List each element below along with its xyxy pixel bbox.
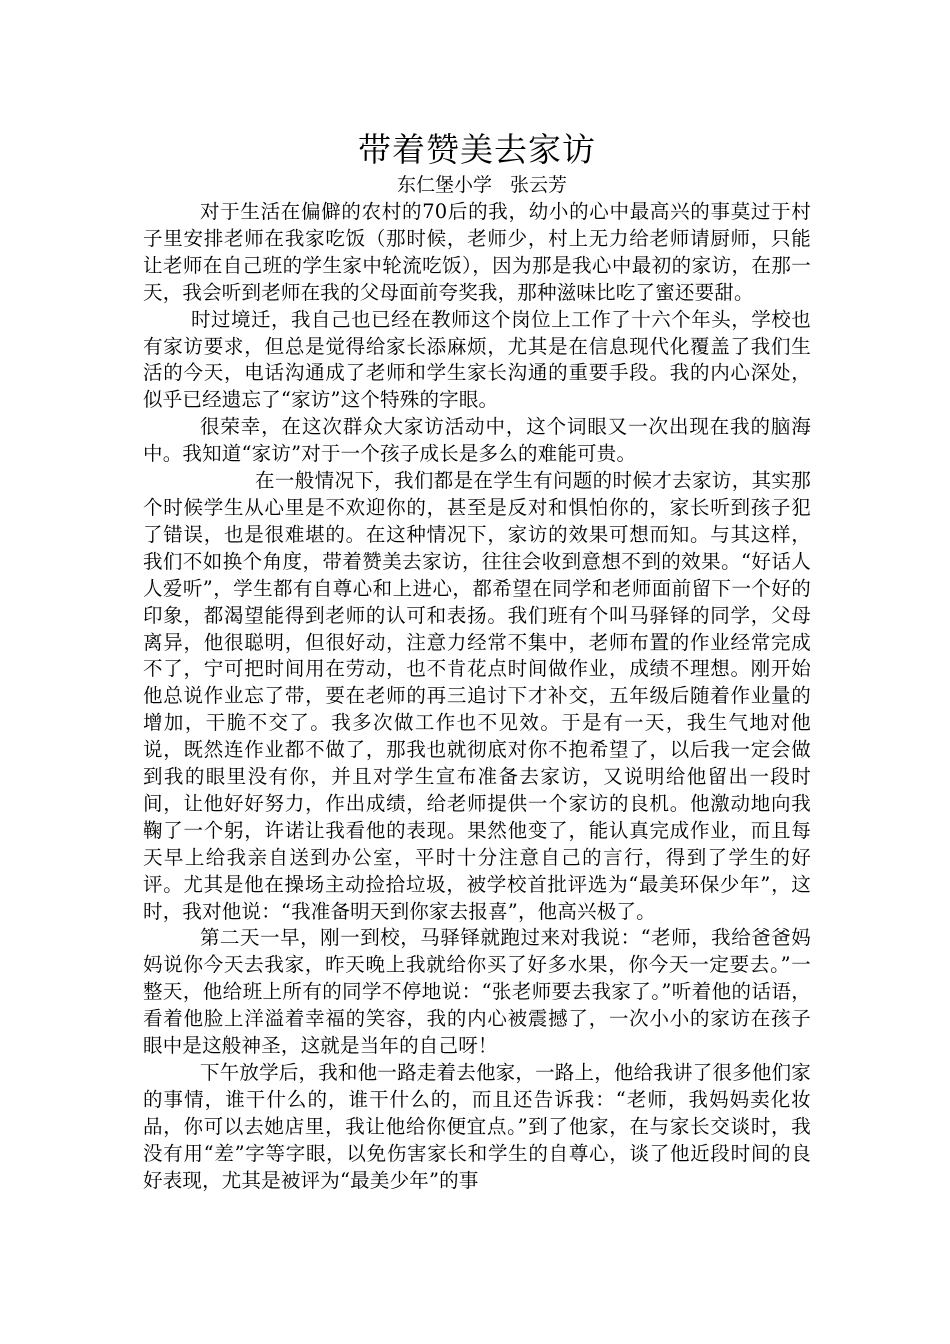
document-page — [143, 128, 811, 1195]
paragraph-3: 很荣幸，在这次群众大家访活动中，这个词眼又一次出现在我的脑海中。我知道“家访”对于一个孩子成长是多么的难能可贵。 — [143, 415, 811, 466]
author-name: 张云芳 — [510, 174, 568, 196]
paragraph-6: 下午放学后，我和他一路走着去他家，一路上，他给我讲了很多他们家的事情，谁干什么的，谁干什么的，而且还告诉我：“老师，我妈妈卖化妆品，你可以去她店里，我让他给你便宜点。”到了他家，在与家长交谈时，我没有用“差”字等字眼，以免伤害家长和学生的自尊心，谈了他近段时间的良好表现，尤其是被评为“最美少年”的事 — [143, 1061, 811, 1192]
school-name: 东仁堡小学 — [396, 174, 492, 196]
page-title: 带着赞美去家访 — [358, 130, 596, 169]
paragraph-2: 时过境迁，我自己也已经在教师这个岗位上工作了十六个年头，学校也有家访要求，但总是觉得给家长添麻烦，尤其是在信息现代化覆盖了我们生活的今天，电话沟通成了老师和学生家长沟通的重要手段。我的内心深处，似乎已经遗忘了“家访”这个特殊的字眼。 — [143, 307, 811, 412]
byline — [143, 172, 811, 199]
paragraph-4: 在一般情况下，我们都是在学生有问题的时候才去家访，其实那个时候学生从心里是不欢迎你的，甚至是反对和惧怕你的，家长听到孩子犯了错误，也是很难堪的。在这种情况下，家访的效果可想而知。与其这样，我们不如换个角度，带着赞美去家访，往往会收到意想不到的效果。“好话人人爱听”，学生都有自尊心和上进心，都希望在同学和老师面前留下一个好的印象，都渴望能得到老师的认可和表扬。我们班有个叫马驿铎的同学，父母离异，他很聪明，但很好动，注意力经常不集中，老师布置的作业经常完成不了，宁可把时间用在劳动，也不肯花点时间做作业，成绩不理想。刚开始他总说作业忘了带，要在老师的再三追讨下才补交，五年级后随着作业量的增加，干脆不交了。我多次做工作也不见效。于是有一天，我生气地对他说，既然连作业都不做了，那我也就彻底对你不抱希望了，以后我一定会做到我的眼里没有你，并且对学生宣布准备去家访，又说明给他留出一段时间，让他好好努力，作出成绩，给老师提供一个家访的良机。他激动地向我鞠了一个躬，许诺让我看他的表现。果然他变了，能认真完成作业，而且每天早上给我亲自送到办公室，平时十分注意自己的言行，得到了学生的好评。尤其是他在操场主动捡拾垃圾，被学校首批评选为“最美环保少年”，这时，我对他说：“我准备明天到你家去报喜”，他高兴极了。 — [143, 469, 811, 923]
paragraph-1: 对于生活在偏僻的农村的70后的我，幼小的心中最高兴的事莫过于村子里安排老师在我家吃饭（那时候，老师少，村上无力给老师请厨师，只能让老师在自己班的学生家中轮流吃饭），因为那是我心中最初的家访，在那一天，我会听到老师在我的父母面前夸奖我，那种滋味比吃了蜜还要甜。 — [143, 200, 811, 304]
paragraph-5: 第二天一早，刚一到校，马驿铎就跑过来对我说：“老师，我给爸爸妈妈说你今天去我家，昨天晚上我就给你买了好多水果，你今天一定要去。”一整天，他给班上所有的同学不停地说：“张老师要去我家了。”听着他的话语，看着他脸上洋溢着幸福的笑容，我的内心被震撼了，一次小小的家访在孩子眼中是这般神圣，这就是当年的自己呀！ — [143, 926, 811, 1058]
